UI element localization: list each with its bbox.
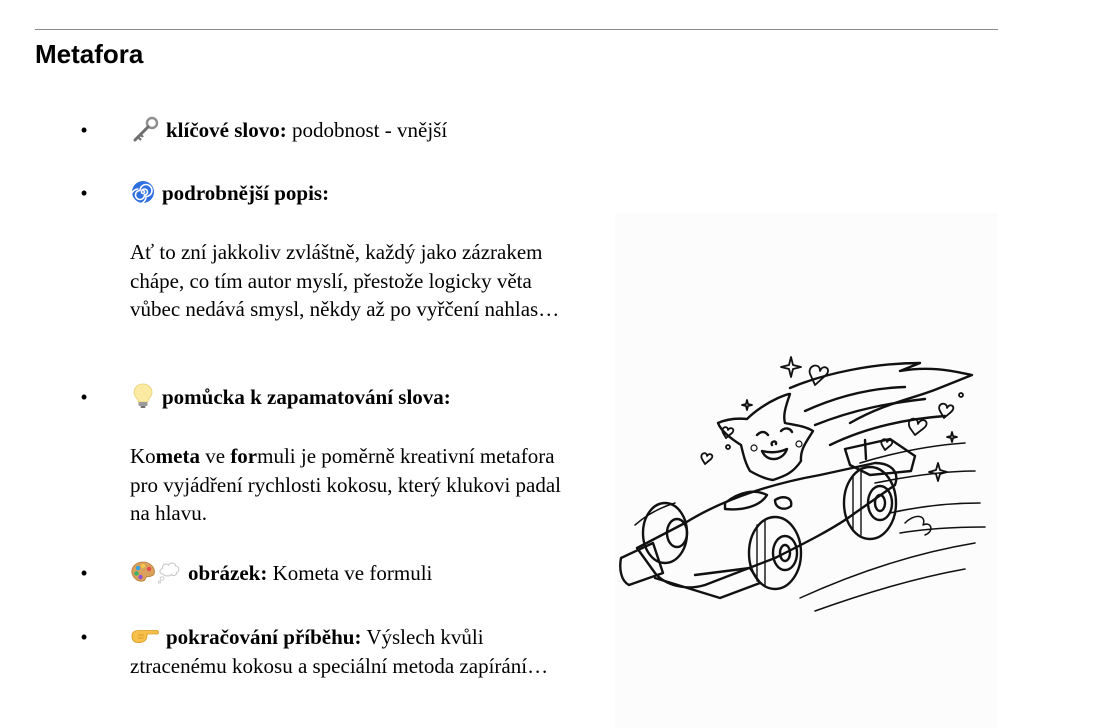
- mnemonic-part-bold: meta: [155, 444, 200, 468]
- item-content: [130, 623, 550, 680]
- bullet: •: [80, 181, 88, 205]
- artist-palette-icon: [130, 559, 156, 585]
- light-bulb-icon: [130, 383, 156, 409]
- story-label: pokračování příběhu:: [166, 625, 362, 649]
- item-content: [130, 116, 582, 145]
- item-content: [130, 179, 582, 208]
- keyword-label: klíčové slovo:: [166, 118, 287, 142]
- star-race-car-illustration: [615, 213, 998, 728]
- cyclone-icon: [130, 179, 156, 205]
- mnemonic-paragraph: [130, 442, 582, 528]
- bullet: •: [80, 625, 88, 649]
- item-content: [130, 559, 582, 588]
- old-key-icon: [130, 116, 160, 142]
- story-value: Výslech kvůli ztracenému kokosu a speciální metoda zapírání…: [130, 625, 549, 678]
- mnemonic-part: Ko: [130, 444, 156, 468]
- star-character: [718, 394, 813, 480]
- speed-lines: [635, 503, 975, 611]
- bullet: •: [80, 561, 88, 585]
- thought-balloon-icon: [156, 559, 182, 585]
- mnemonic-part: muli je poměrně kreativní metafora pro vyjádření rychlosti kokosu, který klukovi padal na hlavu.: [130, 444, 562, 525]
- mnemonic-part: ve: [199, 444, 231, 468]
- pointing-hand-icon: [130, 623, 160, 649]
- horizontal-rule: [35, 29, 998, 30]
- description-label: podrobnější popis:: [162, 181, 330, 205]
- item-content: [130, 383, 582, 412]
- section-title: Metafora: [35, 39, 144, 69]
- picture-value: Kometa ve formuli: [267, 561, 433, 585]
- mnemonic-label: pomůcka k zapamatování slova:: [162, 385, 451, 409]
- description-paragraph: Ať to zní jakkoliv zvláštně, každý jako zázrakem chápe, co tím autor myslí, přestože logicky věta vůbec nedává smysl, někdy až po vyřčení nahlas…: [130, 240, 560, 321]
- bullet: •: [80, 385, 88, 409]
- mnemonic-part-bold: for: [230, 444, 258, 468]
- picture-label: obrázek:: [188, 561, 268, 585]
- race-car: [620, 439, 915, 598]
- bullet: •: [80, 118, 88, 142]
- keyword-value: podobnost - vnější: [286, 118, 448, 142]
